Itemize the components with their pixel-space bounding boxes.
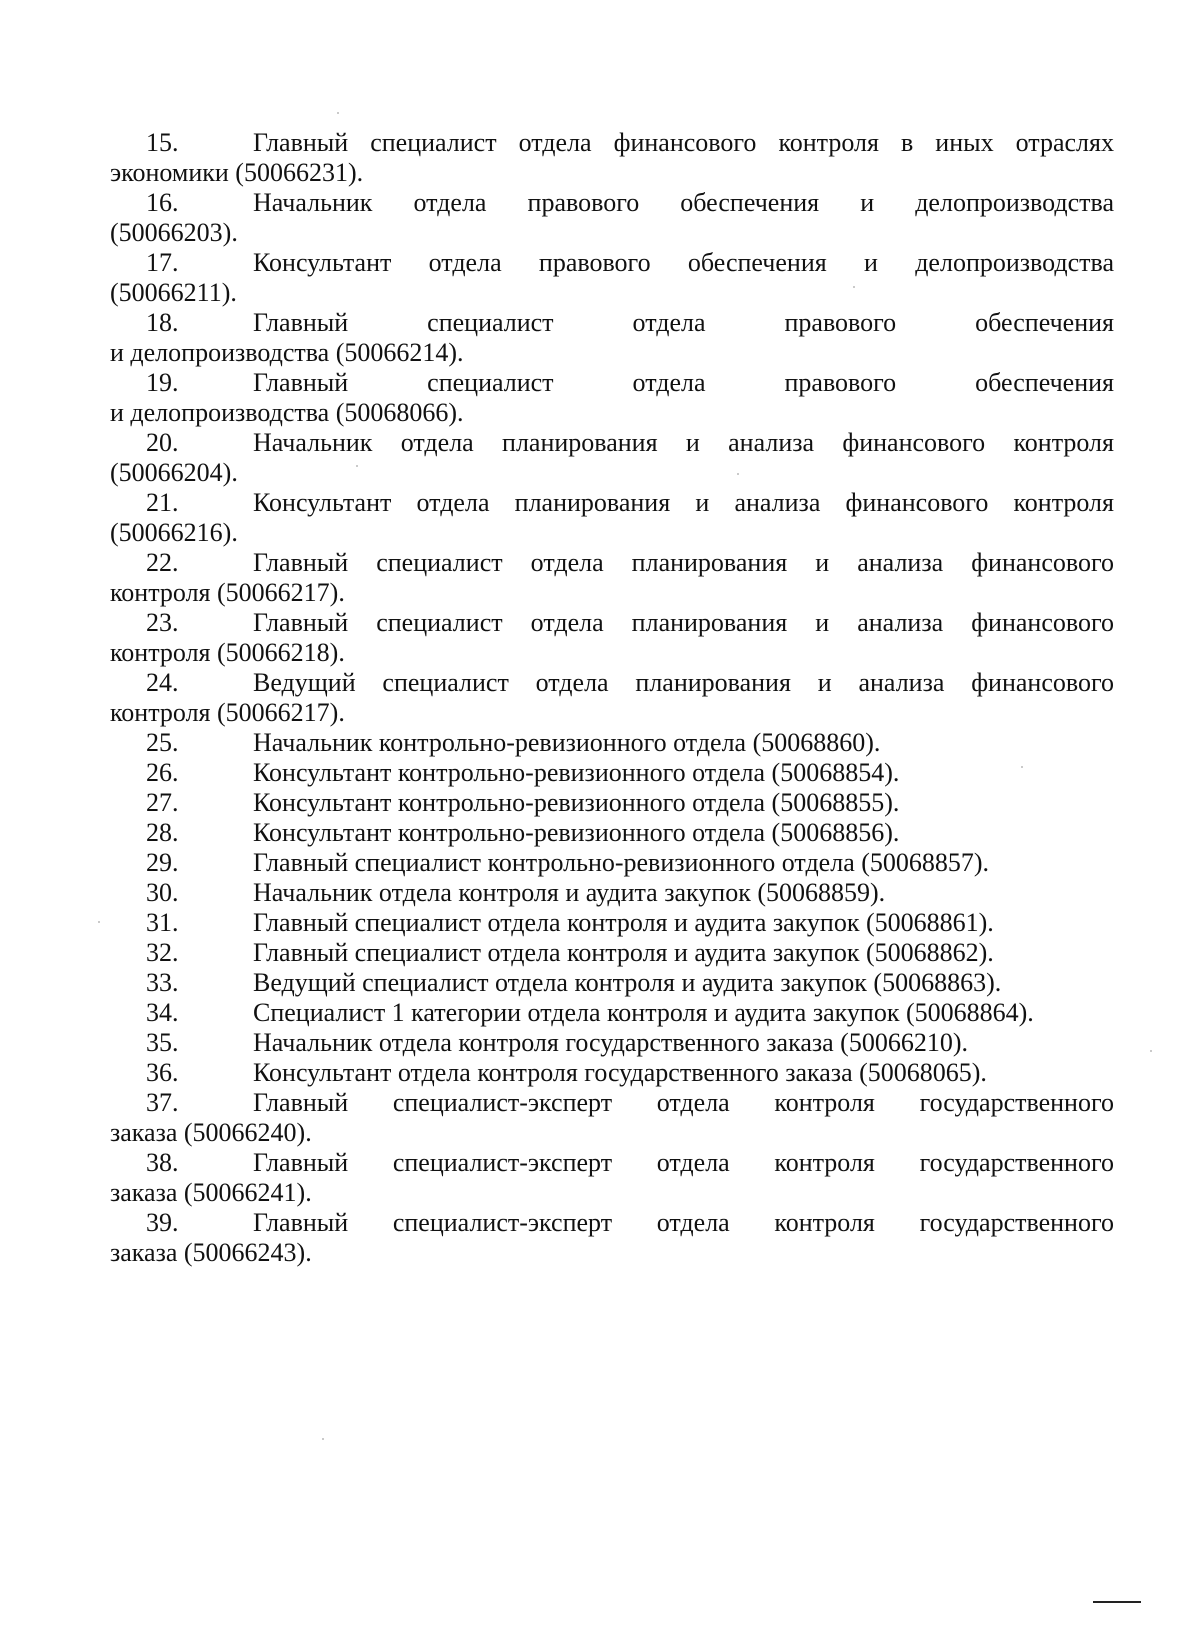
list-item-number: 19.	[146, 368, 179, 397]
list-item-number: 37.	[146, 1088, 179, 1117]
list-item	[110, 608, 1114, 668]
list-item-first-line	[110, 668, 1114, 698]
list-item	[110, 908, 1114, 938]
footer-rule	[1093, 1601, 1141, 1603]
list-item-number: 31.	[146, 908, 179, 937]
list-item-text: Ведущий специалист отдела контроля и аудита закупок (50068863).	[253, 968, 1002, 997]
list-item-number: 23.	[146, 608, 179, 637]
list-item	[110, 488, 1114, 548]
list-item-text: Главный специалист-эксперт отдела контроля государственного	[253, 1088, 1114, 1117]
list-item	[110, 788, 1114, 818]
list-item	[110, 308, 1114, 368]
list-item-first-line	[110, 1088, 1114, 1118]
list-item	[110, 728, 1114, 758]
list-item-number: 36.	[146, 1058, 179, 1087]
list-item-first-line	[110, 848, 1114, 878]
list-item-number: 26.	[146, 758, 179, 787]
list-item-number: 34.	[146, 998, 179, 1027]
list-item-text: Консультант отдела контроля государственного заказа (50068065).	[253, 1058, 987, 1087]
scan-speck	[337, 112, 339, 114]
list-item-text: Начальник отдела контроля государственного заказа (50066210).	[253, 1028, 968, 1057]
list-item-number: 32.	[146, 938, 179, 967]
list-item-first-line	[110, 308, 1114, 338]
list-item-first-line	[110, 1058, 1114, 1088]
scan-speck	[1021, 766, 1023, 768]
list-item	[110, 428, 1114, 488]
list-item-first-line	[110, 488, 1114, 518]
list-item-first-line	[110, 968, 1114, 998]
list-item-text: Консультант отдела правового обеспечения и делопроизводства	[253, 248, 1114, 277]
list-item-number: 16.	[146, 188, 179, 217]
list-item-text: Консультант контрольно-ревизионного отдела (50068856).	[253, 818, 900, 847]
list-item-first-line	[110, 128, 1114, 158]
list-item	[110, 368, 1114, 428]
list-item-text: Начальник отдела планирования и анализа финансового контроля	[253, 428, 1114, 457]
list-item-text: Главный специалист-эксперт отдела контроля государственного	[253, 1208, 1114, 1237]
list-item-text: Главный специалист отдела правового обеспечения	[253, 308, 1114, 337]
list-item-continuation: заказа (50066241).	[110, 1178, 312, 1207]
list-item-continuation: (50066203).	[110, 218, 238, 247]
list-item-number: 33.	[146, 968, 179, 997]
list-item-text: Консультант контрольно-ревизионного отдела (50068854).	[253, 758, 900, 787]
list-item-first-line	[110, 1208, 1114, 1238]
scan-speck	[853, 286, 855, 288]
list-item-text: Начальник контрольно-ревизионного отдела (50068860).	[253, 728, 881, 757]
list-item-continuation: контроля (50066217).	[110, 698, 345, 727]
list-item	[110, 1058, 1114, 1088]
list-item	[110, 878, 1114, 908]
list-item-first-line	[110, 788, 1114, 818]
list-item-continuation: и делопроизводства (50068066).	[110, 398, 464, 427]
list-item-number: 15.	[146, 128, 179, 157]
list-item-number: 20.	[146, 428, 179, 457]
list-item-continuation: контроля (50066217).	[110, 578, 345, 607]
list-item-number: 22.	[146, 548, 179, 577]
list-item-first-line	[110, 368, 1114, 398]
list-item-first-line	[110, 818, 1114, 848]
list-item-first-line	[110, 548, 1114, 578]
list-item-continuation: (50066216).	[110, 518, 238, 547]
list-item-continuation: (50066211).	[110, 278, 237, 307]
list-item-number: 38.	[146, 1148, 179, 1177]
list-item	[110, 938, 1114, 968]
list-item-first-line	[110, 758, 1114, 788]
list-item-number: 30.	[146, 878, 179, 907]
list-item	[110, 1028, 1114, 1058]
list-item-first-line	[110, 188, 1114, 218]
list-item-first-line	[110, 248, 1114, 278]
list-item-text: Главный специалист отдела планирования и анализа финансового	[253, 548, 1114, 577]
list-item-number: 24.	[146, 668, 179, 697]
list-item-text: Главный специалист-эксперт отдела контроля государственного	[253, 1148, 1114, 1177]
list-item-text: Ведущий специалист отдела планирования и анализа финансового	[253, 668, 1114, 697]
list-item-first-line	[110, 938, 1114, 968]
list-item-text: Главный специалист отдела правового обеспечения	[253, 368, 1114, 397]
position-list	[110, 128, 1114, 1268]
list-item	[110, 998, 1114, 1028]
scan-speck	[98, 921, 100, 923]
scan-speck	[1150, 1050, 1152, 1052]
list-item-continuation: и делопроизводства (50066214).	[110, 338, 464, 367]
list-item-number: 28.	[146, 818, 179, 847]
list-item	[110, 758, 1114, 788]
list-item	[110, 1148, 1114, 1208]
list-item	[110, 1208, 1114, 1268]
list-item-text: Главный специалист отдела финансового контроля в иных отраслях	[253, 128, 1114, 157]
list-item-continuation: заказа (50066243).	[110, 1238, 312, 1267]
list-item-first-line	[110, 908, 1114, 938]
list-item-number: 17.	[146, 248, 179, 277]
list-item-text: Главный специалист контрольно-ревизионного отдела (50068857).	[253, 848, 990, 877]
list-item-number: 25.	[146, 728, 179, 757]
list-item-text: Главный специалист отдела контроля и аудита закупок (50068862).	[253, 938, 994, 967]
list-item	[110, 128, 1114, 188]
list-item-text: Начальник отдела контроля и аудита закупок (50068859).	[253, 878, 886, 907]
list-item-number: 29.	[146, 848, 179, 877]
list-item	[110, 188, 1114, 248]
list-item-text: Консультант отдела планирования и анализа финансового контроля	[253, 488, 1114, 517]
list-item	[110, 668, 1114, 728]
list-item-text: Главный специалист отдела контроля и аудита закупок (50068861).	[253, 908, 994, 937]
list-item	[110, 848, 1114, 878]
list-item-first-line	[110, 878, 1114, 908]
list-item-text: Консультант контрольно-ревизионного отдела (50068855).	[253, 788, 900, 817]
list-item-continuation: заказа (50066240).	[110, 1118, 312, 1147]
list-item	[110, 548, 1114, 608]
list-item-first-line	[110, 728, 1114, 758]
list-item-number: 39.	[146, 1208, 179, 1237]
scan-speck	[737, 473, 739, 475]
list-item-continuation: (50066204).	[110, 458, 238, 487]
list-item-number: 35.	[146, 1028, 179, 1057]
list-item-text: Начальник отдела правового обеспечения и делопроизводства	[253, 188, 1114, 217]
list-item	[110, 818, 1114, 848]
list-item-text: Главный специалист отдела планирования и анализа финансового	[253, 608, 1114, 637]
list-item	[110, 248, 1114, 308]
list-item-text: Специалист 1 категории отдела контроля и аудита закупок (50068864).	[253, 998, 1034, 1027]
list-item-number: 21.	[146, 488, 179, 517]
list-item-number: 27.	[146, 788, 179, 817]
scan-speck	[356, 465, 358, 467]
list-item-first-line	[110, 428, 1114, 458]
list-item-continuation: экономики (50066231).	[110, 158, 364, 187]
list-item-first-line	[110, 1028, 1114, 1058]
list-item-first-line	[110, 998, 1114, 1028]
scan-speck	[322, 1438, 324, 1440]
list-item	[110, 1088, 1114, 1148]
list-item-number: 18.	[146, 308, 179, 337]
list-item-continuation: контроля (50066218).	[110, 638, 345, 667]
list-item	[110, 968, 1114, 998]
list-item-first-line	[110, 608, 1114, 638]
list-item-first-line	[110, 1148, 1114, 1178]
